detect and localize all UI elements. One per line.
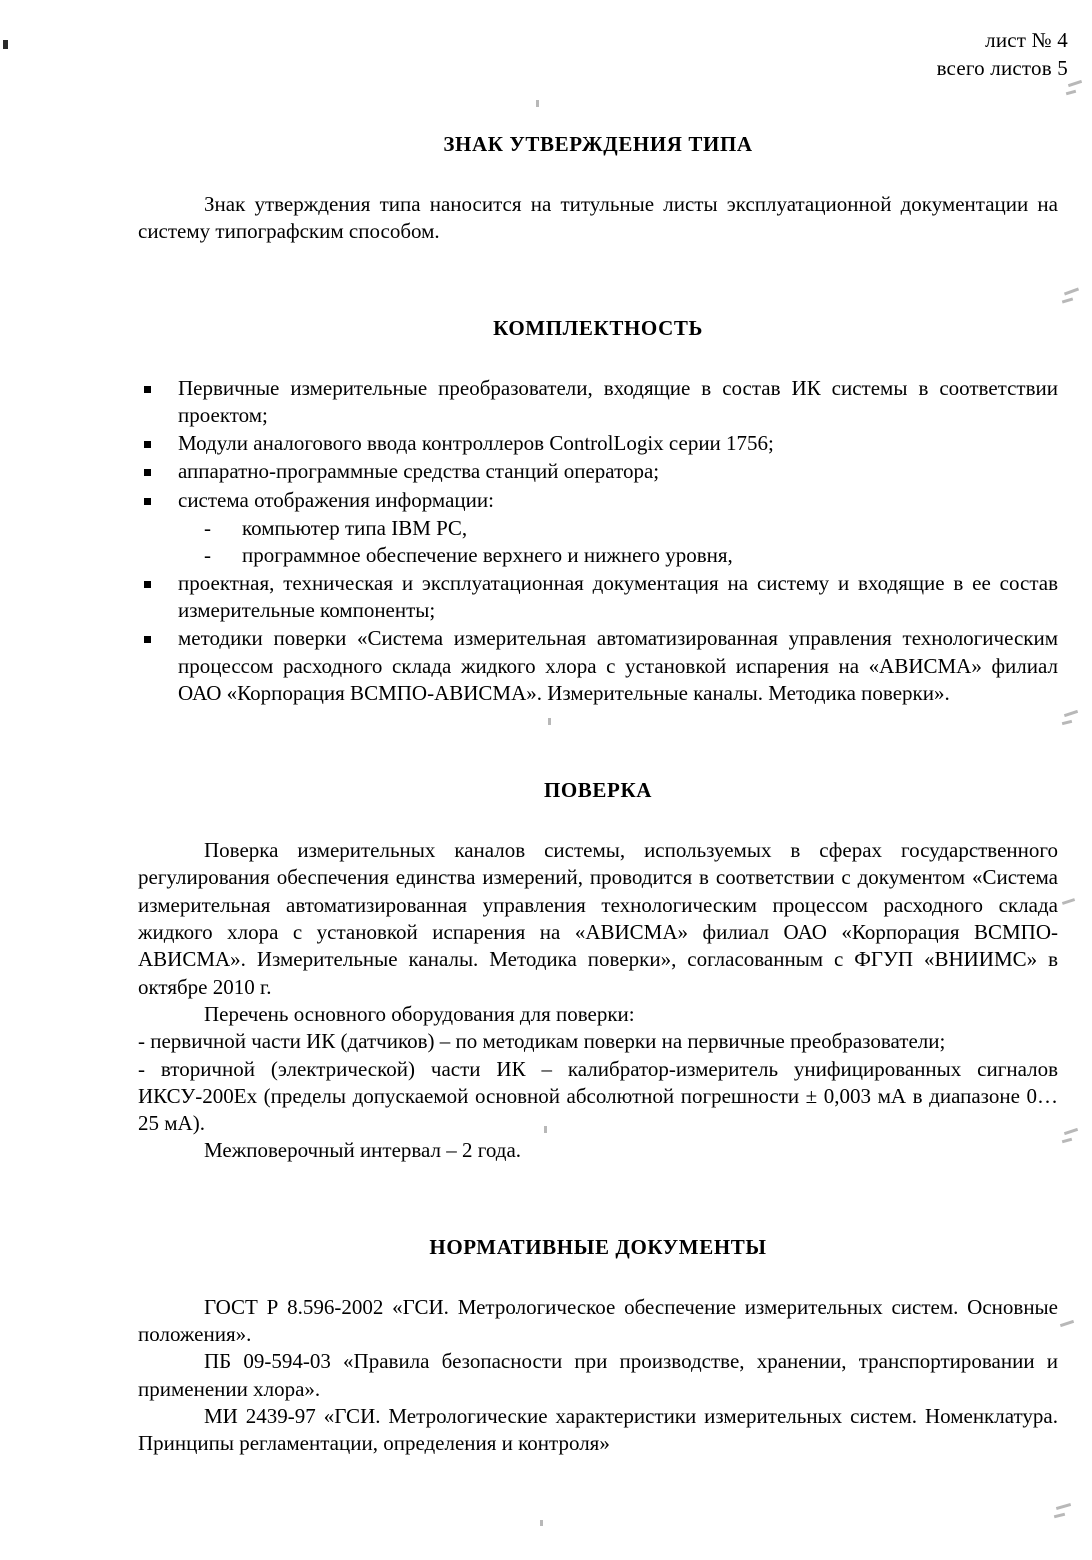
section-title-type-mark: ЗНАК УТВЕРЖДЕНИЯ ТИПА (443, 132, 753, 156)
display-system-sublist (138, 515, 1058, 570)
scan-speck (1062, 298, 1073, 304)
list-item-text: аппаратно-программные средства станций оператора; (178, 459, 660, 484)
scan-speck (1064, 1128, 1078, 1135)
verification-interval: Межповерочный интервал – 2 года. (204, 1138, 522, 1163)
total-sheets: всего листов 5 (936, 56, 1068, 81)
scan-speck (1064, 288, 1079, 296)
bullet-square-icon (144, 469, 151, 476)
scan-speck (1062, 1138, 1072, 1143)
normative-document-entry: МИ 2439-97 «ГСИ. Метрологические характеристики измерительных систем. Номенклатура. Принципы регламентации, определения и контроля» (138, 1403, 1058, 1456)
list-item (138, 487, 1058, 514)
equipment-line-secondary: - вторичной (электрической) части ИК – калибратор-измеритель унифицированных сигналов ИКСУ-200Ex (пределы допускаемой основной абсолютной погрешности ± 0,003 мА в диапазоне 0…25 мА). (138, 1056, 1058, 1136)
bullet-square-icon (144, 636, 151, 643)
list-item-text: Первичные измерительные преобразователи, входящие в состав ИК системы в соответствии проектом; (178, 375, 1058, 427)
list-item-text: проектная, техническая и эксплуатационная документация на систему и входящие в ее состав измерительные компоненты; (178, 570, 1058, 622)
list-item (138, 570, 1058, 625)
document-body (138, 132, 1058, 1458)
equipment-line-primary: - первичной части ИК (датчиков) – по методикам поверки на первичные преобразователи; (138, 1029, 946, 1054)
scan-speck (1056, 1503, 1071, 1510)
list-item-text: методики поверки «Система измерительная автоматизированная управления технологическим процессом расходного склада жидкого хлора с установкой испарения на «АВИСМА» филиал ОАО «Корпорация ВСМПО-АВИСМА». Измерительные каналы. Методика поверки». (178, 626, 1058, 705)
scan-speck (536, 100, 539, 107)
bullet-square-icon (144, 441, 151, 448)
bullet-square-icon (144, 498, 151, 505)
normative-document-entry: ГОСТ Р 8.596-2002 «ГСИ. Метрологическое обеспечение измерительных систем. Основные положения». (138, 1294, 1058, 1347)
completeness-list (138, 375, 1058, 514)
normative-document-entry: ПБ 09-594-03 «Правила безопасности при производстве, хранении, транспортировании и применении хлора». (138, 1349, 1058, 1401)
scan-speck (3, 40, 8, 49)
list-item-text: Модули аналогового ввода контроллеров ControlLogix серии 1756; (178, 431, 774, 456)
type-mark-paragraph: Знак утверждения типа наносится на титульные листы эксплуатационной документации на систему типографским способом. (138, 192, 1058, 244)
sub-list-item (138, 542, 1058, 569)
scan-speck (1054, 1513, 1065, 1519)
verification-paragraph-2: Перечень основного оборудования для поверки: (204, 1001, 635, 1026)
scan-speck (1062, 720, 1072, 725)
sub-list-item (138, 515, 1058, 542)
list-item (138, 458, 1058, 485)
section-title-verification: ПОВЕРКА (543, 778, 653, 803)
scan-speck (1060, 1320, 1074, 1327)
page-header (937, 26, 1068, 83)
dash-marker-icon: - (204, 516, 211, 541)
sub-list-item-text: компьютер типа IBM PC, (242, 516, 468, 541)
scan-speck (1066, 90, 1076, 95)
list-item-text: система отображения информации: (178, 487, 494, 512)
section-title-completeness: КОМПЛЕКТНОСТЬ (493, 315, 703, 340)
dash-marker-icon: - (204, 543, 211, 568)
sub-list-item-text: программное обеспечение верхнего и нижнего уровня, (242, 543, 733, 568)
scan-speck (1068, 80, 1082, 87)
bullet-square-icon (144, 581, 151, 588)
verification-paragraph-1: Поверка измерительных каналов системы, используемых в сферах государственного регулирования обеспечения единства измерений, проводится в соответствии с документом «Система измерительная автоматизированная управления технологическим процессом расходного склада жидкого хлора с установкой испарения на «АВИСМА» филиал ОАО «Корпорация ВСМПО-АВИСМА». Измерительные каналы. Методика поверки», согласованным с ФГУП «ВНИИМС» в октябре 2010 г. (138, 838, 1058, 999)
sheet-number: лист № 4 (985, 28, 1068, 52)
list-item (138, 625, 1058, 707)
scan-speck (1062, 898, 1075, 905)
list-item (138, 375, 1058, 430)
bullet-square-icon (144, 386, 151, 393)
list-item (138, 430, 1058, 457)
section-title-normative-documents: НОРМАТИВНЫЕ ДОКУМЕНТЫ (429, 1234, 767, 1259)
scan-speck (1064, 710, 1078, 717)
scan-speck (540, 1520, 543, 1526)
completeness-list-continued (138, 570, 1058, 707)
